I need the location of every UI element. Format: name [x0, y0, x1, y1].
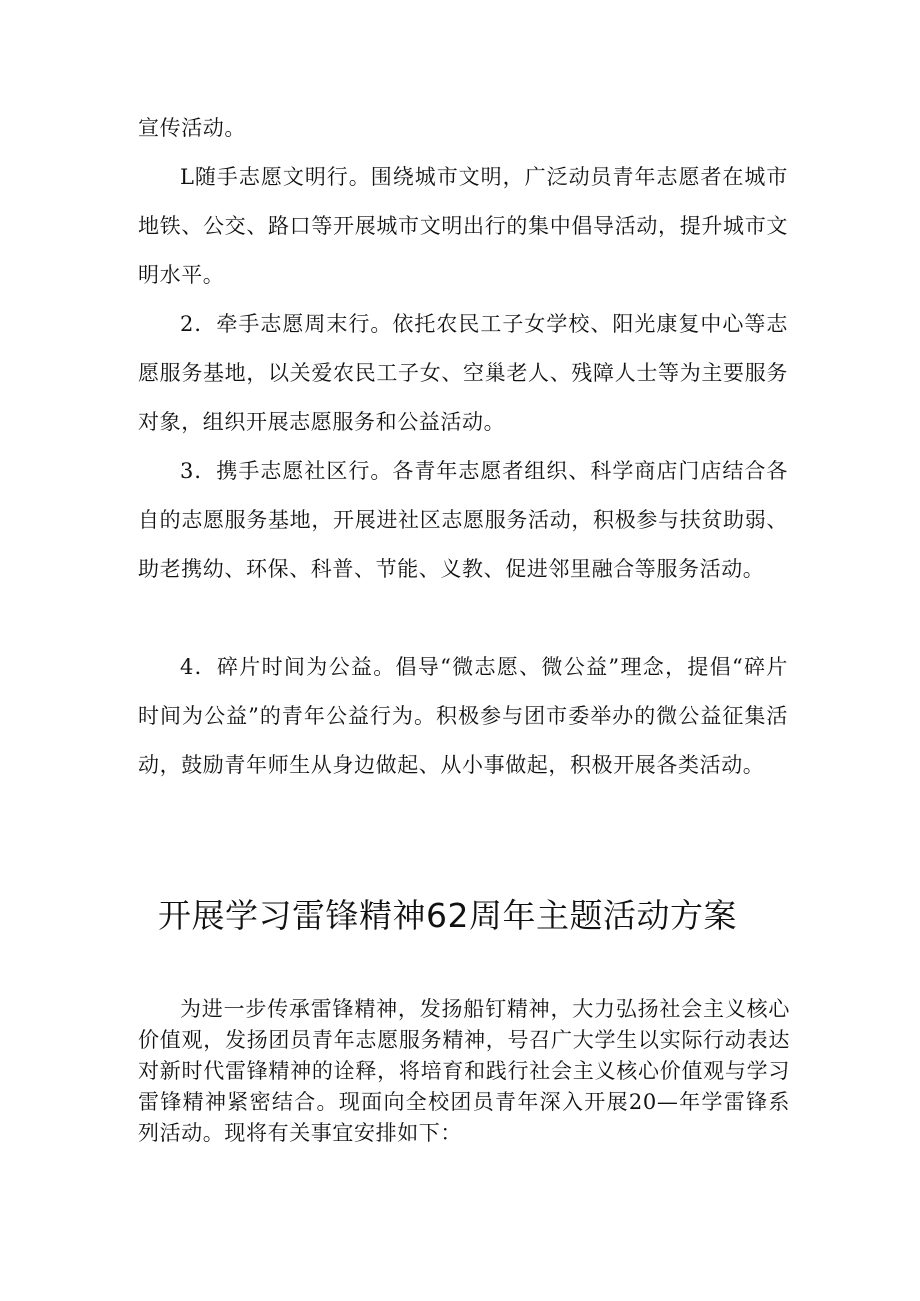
section-title: 开展学习雷锋精神62周年主题活动方案: [158, 896, 737, 935]
paragraph-item-2: 2．牵手志愿周末行。依托农民工子女学校、阳光康复中心等志愿服务基地，以关爱农民工子女、空巢老人、残障人士等为主要服务对象，组织开展志愿服务和公益活动。: [138, 312, 788, 434]
paragraph-continuation: 宣传活动。: [138, 116, 246, 140]
paragraph-item-3: 3．携手志愿社区行。各青年志愿者组织、科学商店门店结合各自的志愿服务基地，开展进社区志愿服务活动，积极参与扶贫助弱、助老携幼、环保、科普、节能、义教、促进邻里融合等服务活动。: [138, 459, 788, 581]
paragraph-item-1: L随手志愿文明行。围绕城市文明，广泛动员青年志愿者在城市地铁、公交、路口等开展城市文明出行的集中倡导活动，提升城市文明水平。: [138, 165, 788, 287]
paragraph-item-4: 4．碎片时间为公益。倡导“微志愿、微公益”理念，提倡“碎片时间为公益”的青年公益行为。积极参与团市委举办的微公益征集活动，鼓励青年师生从身边做起、从小事做起，积极开展各类活动。: [138, 655, 788, 777]
intro-paragraph: 为进一步传承雷锋精神，发扬船钉精神，大力弘扬社会主义核心价值观，发扬团员青年志愿服务精神，号召广大学生以实际行动表达对新时代雷锋精神的诠释，将培育和践行社会主义核心价值观与学习雷锋精神紧密结合。现面向全校团员青年深入开展20—年学雷锋系列活动。现将有关事宜安排如下：: [138, 997, 790, 1145]
